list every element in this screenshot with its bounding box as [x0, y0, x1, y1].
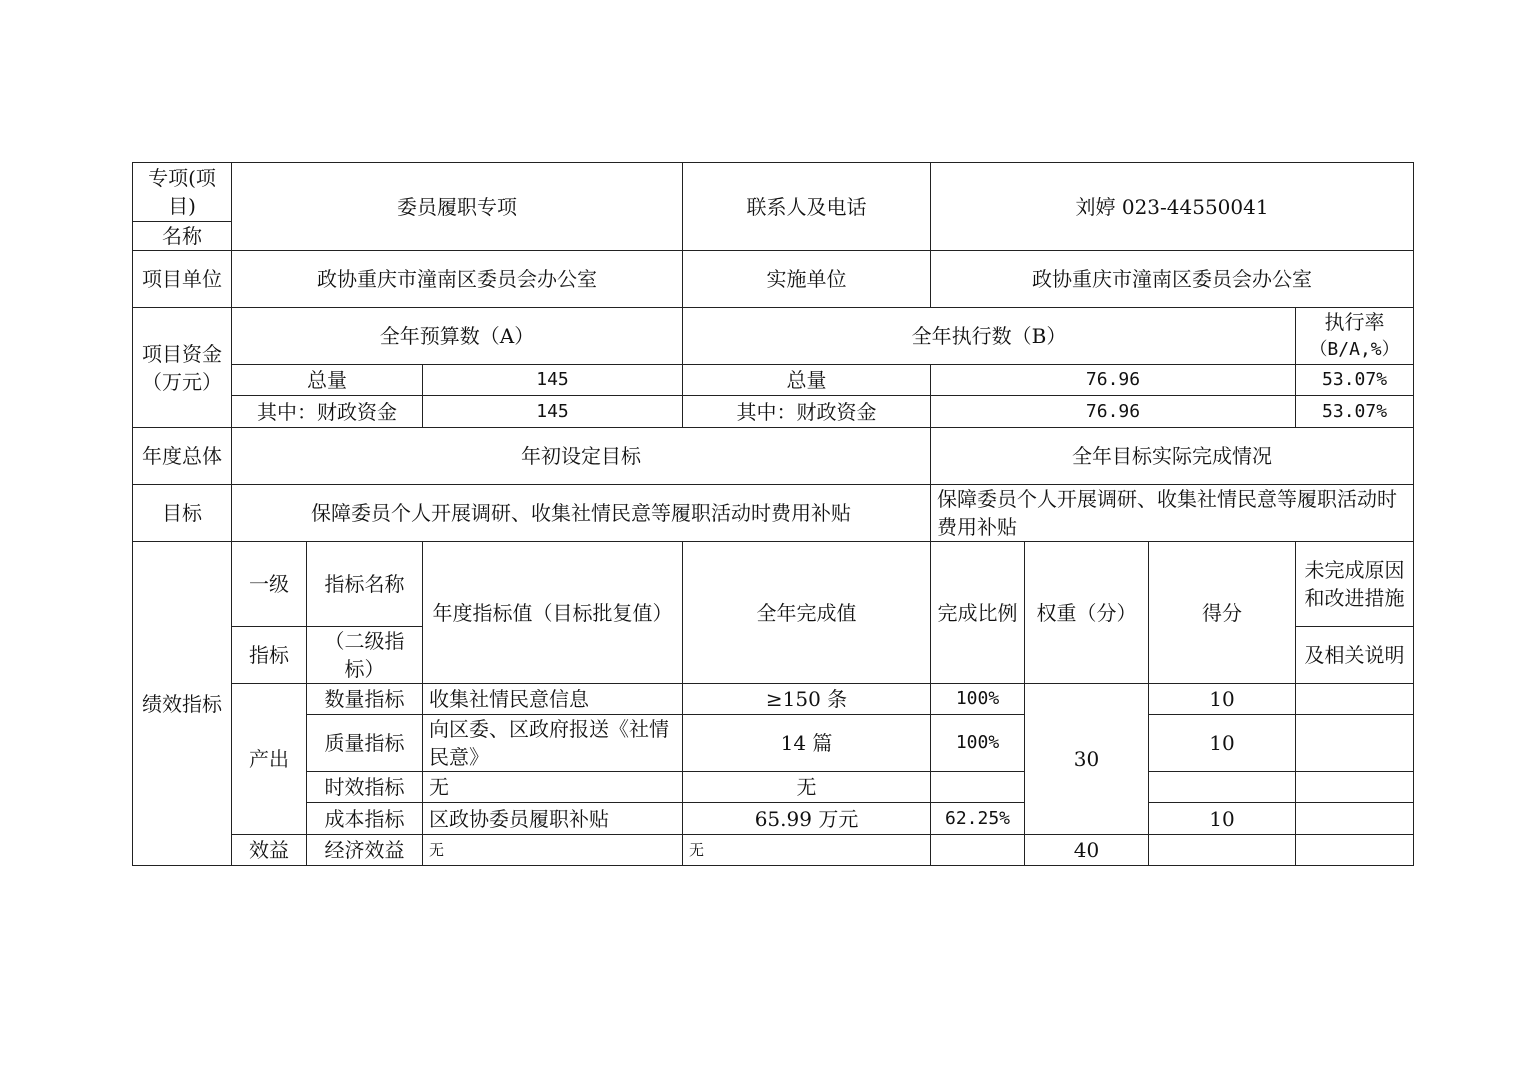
weight-header: 权重（分） [1025, 542, 1149, 684]
indicator-done: 65.99 万元 [683, 803, 931, 835]
project-unit-value: 政协重庆市潼南区委员会办公室 [232, 251, 683, 308]
benefit-label: 效益 [232, 835, 307, 866]
level1-header-2: 指标 [232, 627, 307, 684]
table-row [133, 803, 1414, 835]
indicator-reason [1296, 835, 1414, 866]
fiscal-exec: 76.96 [931, 396, 1296, 428]
indicator-ratio: 100% [931, 684, 1025, 715]
indicator-score: 10 [1149, 803, 1296, 835]
table-row [133, 684, 1414, 715]
indicator-done: ≥150 条 [683, 684, 931, 715]
budget-header: 全年预算数（A） [232, 308, 683, 365]
level1-header: 一级 [232, 542, 307, 627]
indicator-target: 收集社情民意信息 [423, 684, 683, 715]
goal-set-value: 保障委员个人开展调研、收集社情民意等履职活动时费用补贴 [232, 485, 931, 542]
indicator-score [1149, 772, 1296, 803]
indicator-done: 无 [683, 772, 931, 803]
indicator-name: 经济效益 [307, 835, 423, 866]
indicators-label: 绩效指标 [133, 542, 232, 866]
indicator-reason [1296, 684, 1414, 715]
done-header: 全年完成值 [683, 542, 931, 684]
indicator-reason [1296, 803, 1414, 835]
rate-header [1296, 308, 1414, 365]
contact-label: 联系人及电话 [683, 163, 931, 251]
total-budget: 145 [423, 365, 683, 396]
indicator-name: 数量指标 [307, 684, 423, 715]
score-header: 得分 [1149, 542, 1296, 684]
goal-label-2: 目标 [133, 485, 232, 542]
total-exec: 76.96 [931, 365, 1296, 396]
fiscal-exec-label: 其中：财政资金 [683, 396, 931, 428]
contact-value: 刘婷 023-44550041 [931, 163, 1414, 251]
project-name-label-2: 名称 [133, 222, 232, 251]
goal-set-header: 年初设定目标 [232, 428, 931, 485]
fiscal-budget: 145 [423, 396, 683, 428]
project-name-label: 专项(项目) [133, 163, 232, 222]
indicator-name-header: 指标名称 [307, 542, 423, 627]
indicator-target: 无 [423, 772, 683, 803]
indicator-name: 质量指标 [307, 715, 423, 772]
table-row [133, 835, 1414, 866]
indicator-score [1149, 835, 1296, 866]
rate-header-line1: 执行率 [1324, 310, 1385, 334]
indicator-target: 向区委、区政府报送《社情民意》 [423, 715, 683, 772]
table-row [133, 715, 1414, 772]
fiscal-label: 其中：财政资金 [232, 396, 423, 428]
goal-label: 年度总体 [133, 428, 232, 485]
performance-table [132, 162, 1414, 866]
indicator-name: 成本指标 [307, 803, 423, 835]
ratio-header: 完成比例 [931, 542, 1025, 684]
exec-header: 全年执行数（B） [683, 308, 1296, 365]
indicator-score: 10 [1149, 684, 1296, 715]
impl-unit-label: 实施单位 [683, 251, 931, 308]
impl-unit-value: 政协重庆市潼南区委员会办公室 [931, 251, 1414, 308]
indicator-name: 时效指标 [307, 772, 423, 803]
total-exec-label: 总量 [683, 365, 931, 396]
total-label: 总量 [232, 365, 423, 396]
indicator-ratio [931, 772, 1025, 803]
output-label: 产出 [232, 684, 307, 835]
indicator-ratio: 62.25% [931, 803, 1025, 835]
indicator-score: 10 [1149, 715, 1296, 772]
table-row [133, 772, 1414, 803]
project-name-value: 委员履职专项 [232, 163, 683, 251]
target-header: 年度指标值（目标批复值） [423, 542, 683, 684]
indicator-name-header-2: （二级指标） [307, 627, 423, 684]
output-weight: 30 [1025, 684, 1149, 835]
indicator-done: 无 [683, 835, 931, 866]
indicator-target: 无 [423, 835, 683, 866]
rate-header-line2: （B/A,%） [1309, 339, 1400, 360]
benefit-weight: 40 [1025, 835, 1149, 866]
indicator-target: 区政协委员履职补贴 [423, 803, 683, 835]
project-unit-label: 项目单位 [133, 251, 232, 308]
fiscal-rate: 53.07% [1296, 396, 1414, 428]
indicator-done: 14 篇 [683, 715, 931, 772]
indicator-reason [1296, 715, 1414, 772]
total-rate: 53.07% [1296, 365, 1414, 396]
goal-actual-value: 保障委员个人开展调研、收集社情民意等履职活动时费用补贴 [931, 485, 1414, 542]
reason-header-2: 及相关说明 [1296, 627, 1414, 684]
funds-label: 项目资金（万元） [133, 308, 232, 428]
goal-actual-header: 全年目标实际完成情况 [931, 428, 1414, 485]
indicator-reason [1296, 772, 1414, 803]
indicator-ratio: 100% [931, 715, 1025, 772]
reason-header: 未完成原因和改进措施 [1296, 542, 1414, 627]
indicator-ratio [931, 835, 1025, 866]
